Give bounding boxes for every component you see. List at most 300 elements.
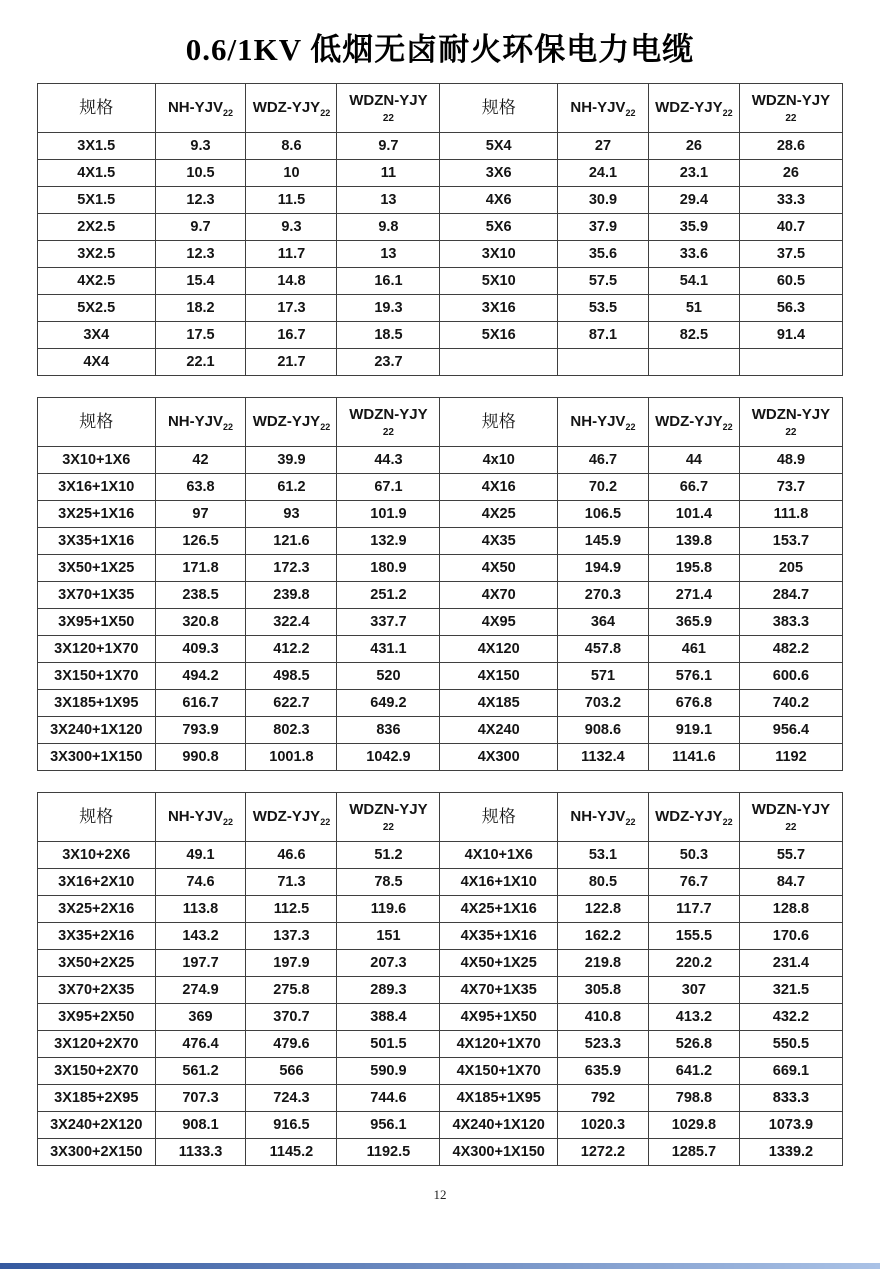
spec-cell: 3X4 [38, 322, 156, 349]
value-cell: 792 [557, 1085, 648, 1112]
value-cell: 919.1 [648, 717, 739, 744]
col-header-spec: 规格 [440, 793, 558, 842]
value-cell: 908.1 [155, 1112, 246, 1139]
table-row [38, 1139, 843, 1166]
spec-cell: 3X35+1X16 [38, 528, 156, 555]
cable-spec-table-1 [37, 83, 843, 376]
value-cell: 63.8 [155, 474, 246, 501]
col-header: $NH-YJV_{22}$ [557, 793, 648, 842]
col-header: $NH-YJV_{22}$ [155, 84, 246, 133]
value-cell: 322.4 [246, 609, 337, 636]
value-cell: 44.3 [337, 447, 440, 474]
value-cell: 1141.6 [648, 744, 739, 771]
value-cell: 1192 [739, 744, 842, 771]
table-row [38, 609, 843, 636]
value-cell: 112.5 [246, 896, 337, 923]
table-row [38, 268, 843, 295]
col-header: WDZN-YJY 22 [337, 793, 440, 842]
value-cell: 26 [648, 133, 739, 160]
value-cell: 66.7 [648, 474, 739, 501]
spec-cell: 5X10 [440, 268, 558, 295]
value-cell: 431.1 [337, 636, 440, 663]
spec-cell: 4X70 [440, 582, 558, 609]
spec-cell: 3X300+2X150 [38, 1139, 156, 1166]
cable-spec-table-3 [37, 792, 843, 1166]
value-cell: 24.1 [557, 160, 648, 187]
table-row [38, 160, 843, 187]
value-cell: 956.1 [337, 1112, 440, 1139]
spec-cell: 2X2.5 [38, 214, 156, 241]
value-cell: 1285.7 [648, 1139, 739, 1166]
table-row [38, 214, 843, 241]
spec-cell [440, 349, 558, 376]
col-header: WDZN-YJY 22 [337, 398, 440, 447]
table-header [38, 84, 843, 133]
col-header: $NH-YJV_{22}$ [557, 398, 648, 447]
table-header [38, 793, 843, 842]
value-cell: 1272.2 [557, 1139, 648, 1166]
value-cell: 30.9 [557, 187, 648, 214]
table-row [38, 1031, 843, 1058]
value-cell: 170.6 [739, 923, 842, 950]
value-cell: 97 [155, 501, 246, 528]
value-cell: 476.4 [155, 1031, 246, 1058]
value-cell: 13 [337, 241, 440, 268]
page-number: 12 [433, 1187, 447, 1202]
value-cell: 550.5 [739, 1031, 842, 1058]
value-cell: 74.6 [155, 869, 246, 896]
table-row [38, 322, 843, 349]
value-cell: 197.9 [246, 950, 337, 977]
value-cell: 9.8 [337, 214, 440, 241]
value-cell: 740.2 [739, 690, 842, 717]
value-cell: 137.3 [246, 923, 337, 950]
value-cell: 139.8 [648, 528, 739, 555]
value-cell: 10 [246, 160, 337, 187]
spec-cell: 4X185+1X95 [440, 1085, 558, 1112]
col-header: WDZ-$YJY_{22}$ [246, 84, 337, 133]
col-header: WDZ-$YJY_{22}$ [648, 84, 739, 133]
value-cell: 33.3 [739, 187, 842, 214]
value-cell: 561.2 [155, 1058, 246, 1085]
table-row [38, 690, 843, 717]
value-cell: 14.8 [246, 268, 337, 295]
table-row [38, 744, 843, 771]
value-cell: 23.7 [337, 349, 440, 376]
table-row [38, 1058, 843, 1085]
value-cell: 337.7 [337, 609, 440, 636]
value-cell: 17.3 [246, 295, 337, 322]
value-cell: 87.1 [557, 322, 648, 349]
value-cell: 53.1 [557, 842, 648, 869]
document-page [0, 24, 880, 1203]
value-cell: 833.3 [739, 1085, 842, 1112]
value-cell: 409.3 [155, 636, 246, 663]
bottom-accent-bar [0, 1263, 880, 1269]
spec-cell: 3X70+1X35 [38, 582, 156, 609]
spec-cell: 3X240+1X120 [38, 717, 156, 744]
value-cell: 635.9 [557, 1058, 648, 1085]
value-cell: 1132.4 [557, 744, 648, 771]
value-cell: 61.2 [246, 474, 337, 501]
spec-cell: 4X16+1X10 [440, 869, 558, 896]
table-row [38, 896, 843, 923]
value-cell: 231.4 [739, 950, 842, 977]
col-header: $NH-YJV_{22}$ [155, 793, 246, 842]
table-row [38, 950, 843, 977]
value-cell [739, 349, 842, 376]
spec-cell: 4X25+1X16 [440, 896, 558, 923]
value-cell: 410.8 [557, 1004, 648, 1031]
value-cell: 9.3 [155, 133, 246, 160]
col-header: WDZ-$YJY_{22}$ [246, 793, 337, 842]
value-cell: 106.5 [557, 501, 648, 528]
value-cell: 128.8 [739, 896, 842, 923]
value-cell: 78.5 [337, 869, 440, 896]
value-cell: 622.7 [246, 690, 337, 717]
value-cell: 101.4 [648, 501, 739, 528]
value-cell: 744.6 [337, 1085, 440, 1112]
spec-cell: 4X4 [38, 349, 156, 376]
spec-cell: 3X6 [440, 160, 558, 187]
col-header: $NH-YJV_{22}$ [557, 84, 648, 133]
value-cell: 51 [648, 295, 739, 322]
value-cell: 54.1 [648, 268, 739, 295]
value-cell: 461 [648, 636, 739, 663]
value-cell: 251.2 [337, 582, 440, 609]
value-cell: 16.1 [337, 268, 440, 295]
header-row [38, 793, 843, 842]
value-cell: 284.7 [739, 582, 842, 609]
value-cell: 28.6 [739, 133, 842, 160]
value-cell: 836 [337, 717, 440, 744]
value-cell: 51.2 [337, 842, 440, 869]
value-cell: 56.3 [739, 295, 842, 322]
table-row [38, 447, 843, 474]
value-cell: 793.9 [155, 717, 246, 744]
value-cell: 49.1 [155, 842, 246, 869]
spec-cell: 5X16 [440, 322, 558, 349]
spec-cell: 3X95+1X50 [38, 609, 156, 636]
spec-cell: 5X6 [440, 214, 558, 241]
value-cell: 1001.8 [246, 744, 337, 771]
value-cell: 270.3 [557, 582, 648, 609]
col-header: WDZN-YJY 22 [739, 84, 842, 133]
value-cell: 239.8 [246, 582, 337, 609]
value-cell [648, 349, 739, 376]
value-cell: 71.3 [246, 869, 337, 896]
table-header [38, 398, 843, 447]
spec-cell: 3X185+1X95 [38, 690, 156, 717]
spec-cell: 3X25+1X16 [38, 501, 156, 528]
value-cell: 9.3 [246, 214, 337, 241]
table-row [38, 869, 843, 896]
value-cell: 91.4 [739, 322, 842, 349]
value-cell: 576.1 [648, 663, 739, 690]
col-header: WDZ-$YJY_{22}$ [648, 793, 739, 842]
value-cell: 44 [648, 447, 739, 474]
col-header: WDZN-YJY 22 [739, 398, 842, 447]
value-cell: 57.5 [557, 268, 648, 295]
value-cell: 413.2 [648, 1004, 739, 1031]
table-row [38, 133, 843, 160]
value-cell: 600.6 [739, 663, 842, 690]
value-cell: 12.3 [155, 187, 246, 214]
table-body [38, 447, 843, 771]
spec-cell: 4x10 [440, 447, 558, 474]
value-cell: 39.9 [246, 447, 337, 474]
spec-cell: 4X95+1X50 [440, 1004, 558, 1031]
value-cell: 22.1 [155, 349, 246, 376]
spec-cell: 4X240 [440, 717, 558, 744]
spec-cell: 3X1.5 [38, 133, 156, 160]
table-row [38, 1112, 843, 1139]
value-cell: 1133.3 [155, 1139, 246, 1166]
value-cell: 111.8 [739, 501, 842, 528]
value-cell: 676.8 [648, 690, 739, 717]
value-cell: 143.2 [155, 923, 246, 950]
value-cell: 388.4 [337, 1004, 440, 1031]
spec-cell: 4X35 [440, 528, 558, 555]
value-cell: 55.7 [739, 842, 842, 869]
value-cell: 180.9 [337, 555, 440, 582]
value-cell: 498.5 [246, 663, 337, 690]
value-cell: 1145.2 [246, 1139, 337, 1166]
value-cell: 151 [337, 923, 440, 950]
col-header-spec: 规格 [38, 793, 156, 842]
value-cell: 27 [557, 133, 648, 160]
value-cell: 669.1 [739, 1058, 842, 1085]
spec-cell: 4X50+1X25 [440, 950, 558, 977]
value-cell: 119.6 [337, 896, 440, 923]
value-cell: 13 [337, 187, 440, 214]
value-cell: 48.9 [739, 447, 842, 474]
value-cell: 1192.5 [337, 1139, 440, 1166]
header-row [38, 398, 843, 447]
value-cell: 307 [648, 977, 739, 1004]
value-cell: 26 [739, 160, 842, 187]
spec-cell: 4X95 [440, 609, 558, 636]
cable-spec-table-2 [37, 397, 843, 771]
spec-cell: 3X50+2X25 [38, 950, 156, 977]
value-cell [557, 349, 648, 376]
value-cell: 908.6 [557, 717, 648, 744]
value-cell: 37.5 [739, 241, 842, 268]
spec-cell: 4X70+1X35 [440, 977, 558, 1004]
value-cell: 23.1 [648, 160, 739, 187]
spec-cell: 5X2.5 [38, 295, 156, 322]
value-cell: 275.8 [246, 977, 337, 1004]
table-row [38, 501, 843, 528]
value-cell: 10.5 [155, 160, 246, 187]
value-cell: 35.6 [557, 241, 648, 268]
spec-cell: 3X150+1X70 [38, 663, 156, 690]
value-cell: 703.2 [557, 690, 648, 717]
table-row [38, 923, 843, 950]
table-row [38, 717, 843, 744]
spec-cell: 4X16 [440, 474, 558, 501]
value-cell: 15.4 [155, 268, 246, 295]
spec-cell: 3X120+2X70 [38, 1031, 156, 1058]
table-row [38, 1085, 843, 1112]
spec-cell: 4X6 [440, 187, 558, 214]
spec-cell: 3X2.5 [38, 241, 156, 268]
value-cell: 641.2 [648, 1058, 739, 1085]
spec-cell: 4X150 [440, 663, 558, 690]
table-row [38, 636, 843, 663]
value-cell: 46.7 [557, 447, 648, 474]
value-cell: 8.6 [246, 133, 337, 160]
value-cell: 35.9 [648, 214, 739, 241]
spec-cell: 3X70+2X35 [38, 977, 156, 1004]
value-cell: 11.7 [246, 241, 337, 268]
col-header-spec: 规格 [440, 398, 558, 447]
value-cell: 798.8 [648, 1085, 739, 1112]
value-cell: 956.4 [739, 717, 842, 744]
value-cell: 523.3 [557, 1031, 648, 1058]
spec-cell: 3X300+1X150 [38, 744, 156, 771]
spec-cell: 4X50 [440, 555, 558, 582]
value-cell: 9.7 [155, 214, 246, 241]
value-cell: 274.9 [155, 977, 246, 1004]
value-cell: 101.9 [337, 501, 440, 528]
value-cell: 320.8 [155, 609, 246, 636]
value-cell: 494.2 [155, 663, 246, 690]
value-cell: 50.3 [648, 842, 739, 869]
value-cell: 126.5 [155, 528, 246, 555]
value-cell: 76.7 [648, 869, 739, 896]
col-header: WDZ-$YJY_{22}$ [648, 398, 739, 447]
spec-cell: 3X120+1X70 [38, 636, 156, 663]
value-cell: 1020.3 [557, 1112, 648, 1139]
spec-cell: 4X25 [440, 501, 558, 528]
table-row [38, 663, 843, 690]
value-cell: 40.7 [739, 214, 842, 241]
value-cell: 153.7 [739, 528, 842, 555]
value-cell: 145.9 [557, 528, 648, 555]
value-cell: 132.9 [337, 528, 440, 555]
value-cell: 17.5 [155, 322, 246, 349]
value-cell: 1339.2 [739, 1139, 842, 1166]
spec-cell: 4X300 [440, 744, 558, 771]
value-cell: 305.8 [557, 977, 648, 1004]
table-row [38, 842, 843, 869]
value-cell: 117.7 [648, 896, 739, 923]
value-cell: 724.3 [246, 1085, 337, 1112]
spec-cell: 4X10+1X6 [440, 842, 558, 869]
col-header-spec: 规格 [38, 398, 156, 447]
value-cell: 383.3 [739, 609, 842, 636]
value-cell: 220.2 [648, 950, 739, 977]
value-cell: 171.8 [155, 555, 246, 582]
table-body [38, 133, 843, 376]
value-cell: 93 [246, 501, 337, 528]
value-cell: 42 [155, 447, 246, 474]
value-cell: 1073.9 [739, 1112, 842, 1139]
spec-cell: 3X50+1X25 [38, 555, 156, 582]
value-cell: 1042.9 [337, 744, 440, 771]
spec-cell: 4X35+1X16 [440, 923, 558, 950]
value-cell: 80.5 [557, 869, 648, 896]
value-cell: 370.7 [246, 1004, 337, 1031]
spec-cell: 4X120+1X70 [440, 1031, 558, 1058]
value-cell: 1029.8 [648, 1112, 739, 1139]
value-cell: 162.2 [557, 923, 648, 950]
spec-cell: 4X300+1X150 [440, 1139, 558, 1166]
value-cell: 194.9 [557, 555, 648, 582]
table-row [38, 474, 843, 501]
value-cell: 53.5 [557, 295, 648, 322]
value-cell: 12.3 [155, 241, 246, 268]
value-cell: 479.6 [246, 1031, 337, 1058]
table-row [38, 187, 843, 214]
value-cell: 122.8 [557, 896, 648, 923]
col-header: WDZ-$YJY_{22}$ [246, 398, 337, 447]
spec-cell: 4X150+1X70 [440, 1058, 558, 1085]
value-cell: 571 [557, 663, 648, 690]
value-cell: 113.8 [155, 896, 246, 923]
value-cell: 616.7 [155, 690, 246, 717]
spec-cell: 5X1.5 [38, 187, 156, 214]
table-row [38, 349, 843, 376]
value-cell: 990.8 [155, 744, 246, 771]
col-header: WDZN-YJY 22 [739, 793, 842, 842]
value-cell: 590.9 [337, 1058, 440, 1085]
value-cell: 289.3 [337, 977, 440, 1004]
value-cell: 432.2 [739, 1004, 842, 1031]
value-cell: 60.5 [739, 268, 842, 295]
spec-cell: 4X240+1X120 [440, 1112, 558, 1139]
value-cell: 11.5 [246, 187, 337, 214]
value-cell: 365.9 [648, 609, 739, 636]
value-cell: 802.3 [246, 717, 337, 744]
table-row [38, 295, 843, 322]
spec-cell: 3X25+2X16 [38, 896, 156, 923]
spec-cell: 3X16+1X10 [38, 474, 156, 501]
value-cell: 219.8 [557, 950, 648, 977]
value-cell: 566 [246, 1058, 337, 1085]
spec-cell: 3X185+2X95 [38, 1085, 156, 1112]
col-header-spec: 规格 [38, 84, 156, 133]
value-cell: 70.2 [557, 474, 648, 501]
spec-cell: 4X1.5 [38, 160, 156, 187]
value-cell: 33.6 [648, 241, 739, 268]
value-cell: 207.3 [337, 950, 440, 977]
value-cell: 238.5 [155, 582, 246, 609]
spec-cell: 3X35+2X16 [38, 923, 156, 950]
value-cell: 412.2 [246, 636, 337, 663]
spec-cell: 3X16 [440, 295, 558, 322]
value-cell: 82.5 [648, 322, 739, 349]
spec-cell: 5X4 [440, 133, 558, 160]
value-cell: 9.7 [337, 133, 440, 160]
value-cell: 67.1 [337, 474, 440, 501]
value-cell: 11 [337, 160, 440, 187]
value-cell: 121.6 [246, 528, 337, 555]
spec-cell: 3X10+1X6 [38, 447, 156, 474]
value-cell: 46.6 [246, 842, 337, 869]
value-cell: 195.8 [648, 555, 739, 582]
value-cell: 19.3 [337, 295, 440, 322]
value-cell: 707.3 [155, 1085, 246, 1112]
col-header: WDZN-YJY 22 [337, 84, 440, 133]
col-header-spec: 规格 [440, 84, 558, 133]
table-row [38, 555, 843, 582]
spec-cell: 3X95+2X50 [38, 1004, 156, 1031]
value-cell: 501.5 [337, 1031, 440, 1058]
value-cell: 649.2 [337, 690, 440, 717]
value-cell: 271.4 [648, 582, 739, 609]
